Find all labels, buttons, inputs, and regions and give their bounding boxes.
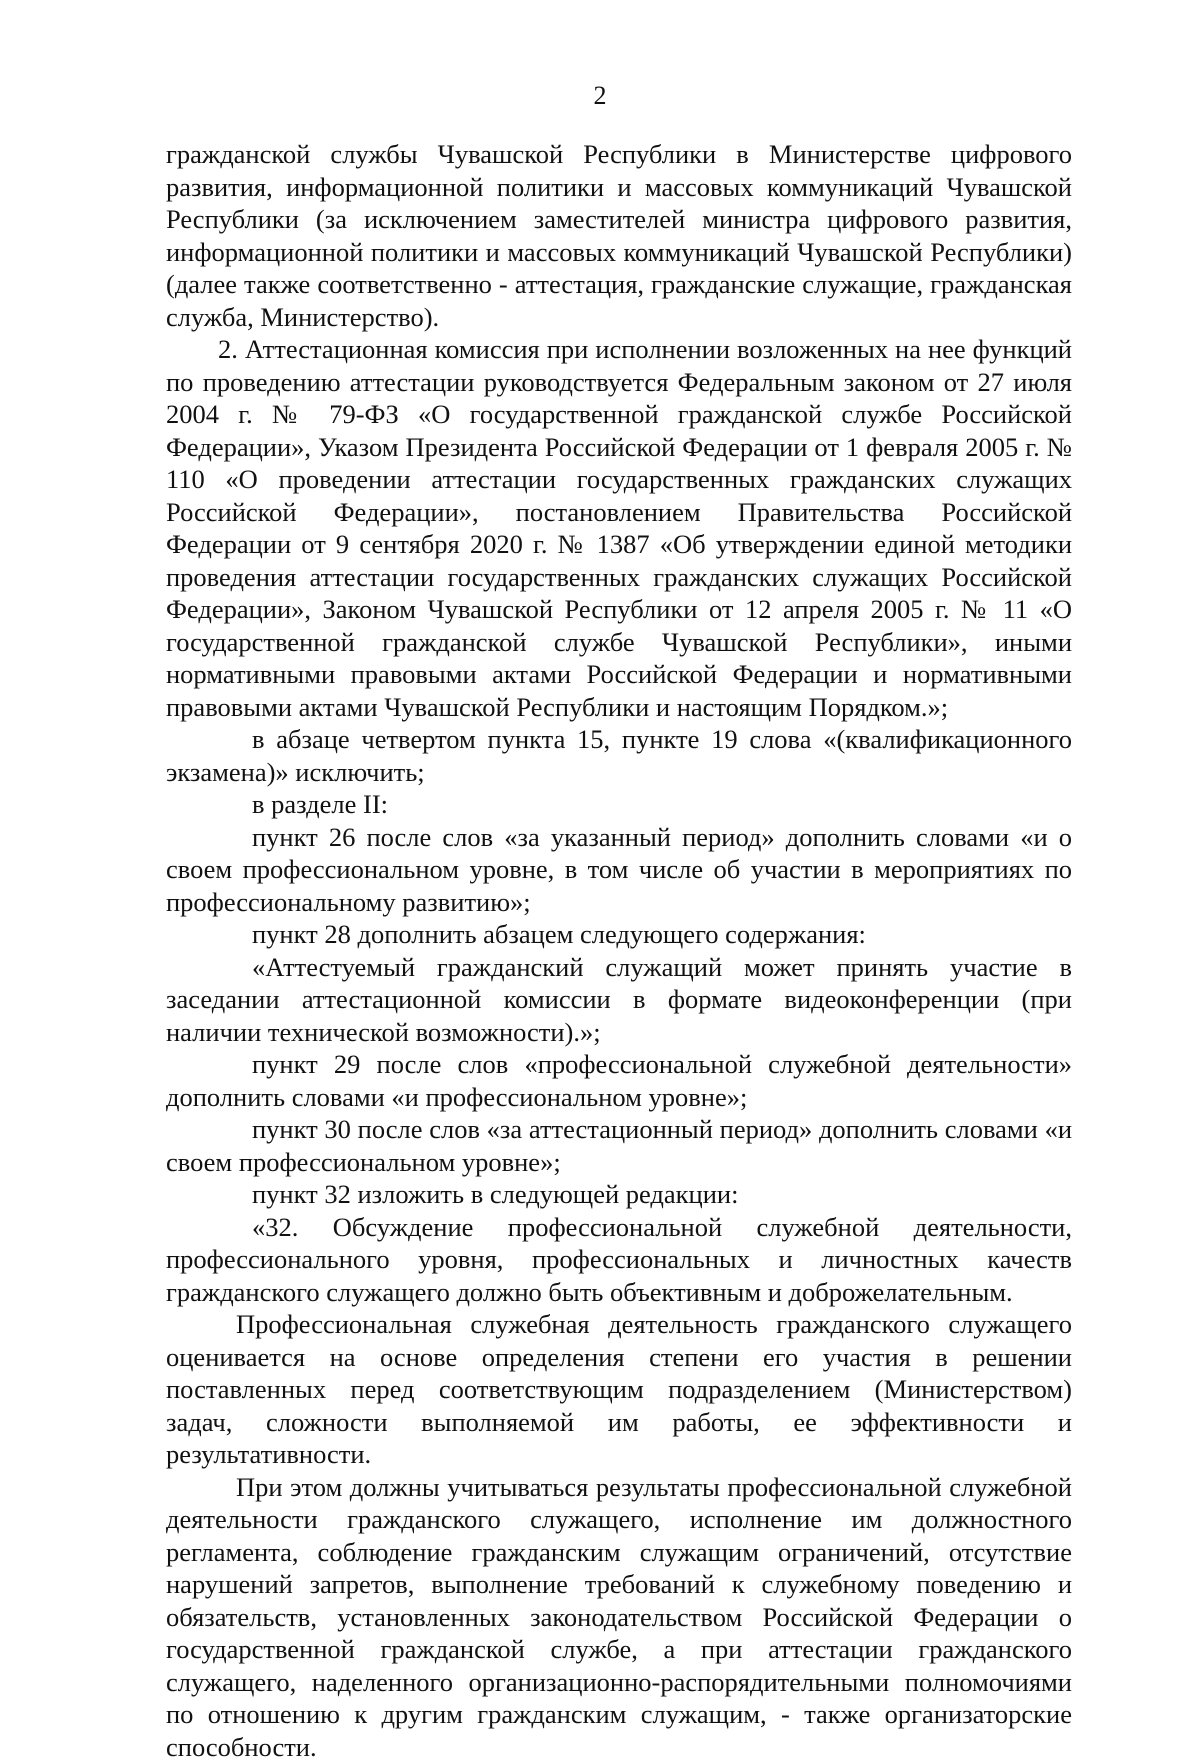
paragraph-item-30: пункт 30 после слов «за аттестационный период» дополнить словами «и своем профессиональном уровне»;	[166, 1113, 1072, 1178]
paragraph-item-26: пункт 26 после слов «за указанный период» дополнить словами «и о своем профессиональном уровне, в том числе об участии в мероприятиях по профессиональному развитию»;	[166, 821, 1072, 919]
paragraph-evaluation-criteria: При этом должны учитываться результаты профессиональной служебной деятельности гражданского служащего, исполнение им должностного регламента, соблюдение гражданским служащим ограничений, отсутствие нарушений запретов, выполнение требований к служебному поведению и обязательств, установленных законодательством Российской Федерации о государственной гражданской службе, а при аттестации гражданского служащего, наделенного организационно-распорядительными полномочиями по отношению к другим гражданским служащим, - также организаторские способности.	[166, 1471, 1072, 1763]
paragraph-amendment-15-19: в абзаце четвертом пункта 15, пункте 19 слова «(квалификационного экзамена)» исключить;	[166, 723, 1072, 788]
paragraph-item-32: пункт 32 изложить в следующей редакции:	[166, 1178, 1072, 1211]
paragraph-item-29: пункт 29 после слов «профессиональной служебной деятельности» дополнить словами «и профессиональном уровне»;	[166, 1048, 1072, 1113]
document-body	[166, 138, 1072, 1763]
paragraph-item-32-text: «32. Обсуждение профессиональной служебной деятельности, профессионального уровня, профессиональных и личностных качеств гражданского служащего должно быть объективным и доброжелательным.	[166, 1211, 1072, 1309]
paragraph-item-28: пункт 28 дополнить абзацем следующего содержания:	[166, 918, 1072, 951]
paragraph-item-2: 2. Аттестационная комиссия при исполнении возложенных на нее функций по проведению аттестации руководствуется Федеральным законом от 27 июля 2004 г. № 79-ФЗ «О государственной гражданской службе Российской Федерации», Указом Президента Российской Федерации от 1 февраля 2005 г. № 110 «О проведении аттестации государственных гражданских служащих Российской Федерации», постановлением Правительства Российской Федерации от 9 сентября 2020 г. № 1387 «Об утверждении единой методики проведения аттестации государственных гражданских служащих Российской Федерации», Законом Чувашской Республики от 12 апреля 2005 г. № 11 «О государственной гражданской службе Чувашской Республики», иными нормативными правовыми актами Российской Федерации и нормативными правовыми актами Чувашской Республики и настоящим Порядком.»;	[166, 333, 1072, 723]
paragraph-section-2: в разделе II:	[166, 788, 1072, 821]
paragraph-item-28-text: «Аттестуемый гражданский служащий может принять участие в заседании аттестационной комиссии в формате видеоконференции (при наличии технической возможности).»;	[166, 951, 1072, 1049]
paragraph-professional-activity: Профессиональная служебная деятельность гражданского служащего оценивается на основе определения степени его участия в решении поставленных перед соответствующим подразделением (Министерством) задач, сложности выполняемой им работы, ее эффективности и результативности.	[166, 1308, 1072, 1471]
page-number: 2	[0, 80, 1200, 112]
paragraph-continuation: гражданской службы Чувашской Республики в Министерстве цифрового развития, информационной политики и массовых коммуникаций Чувашской Республики (за исключением заместителей министра цифрового развития, информационной политики и массовых коммуникаций Чувашской Республики) (далее также соответственно - аттестация, гражданские служащие, гражданская служба, Министерство).	[166, 138, 1072, 333]
